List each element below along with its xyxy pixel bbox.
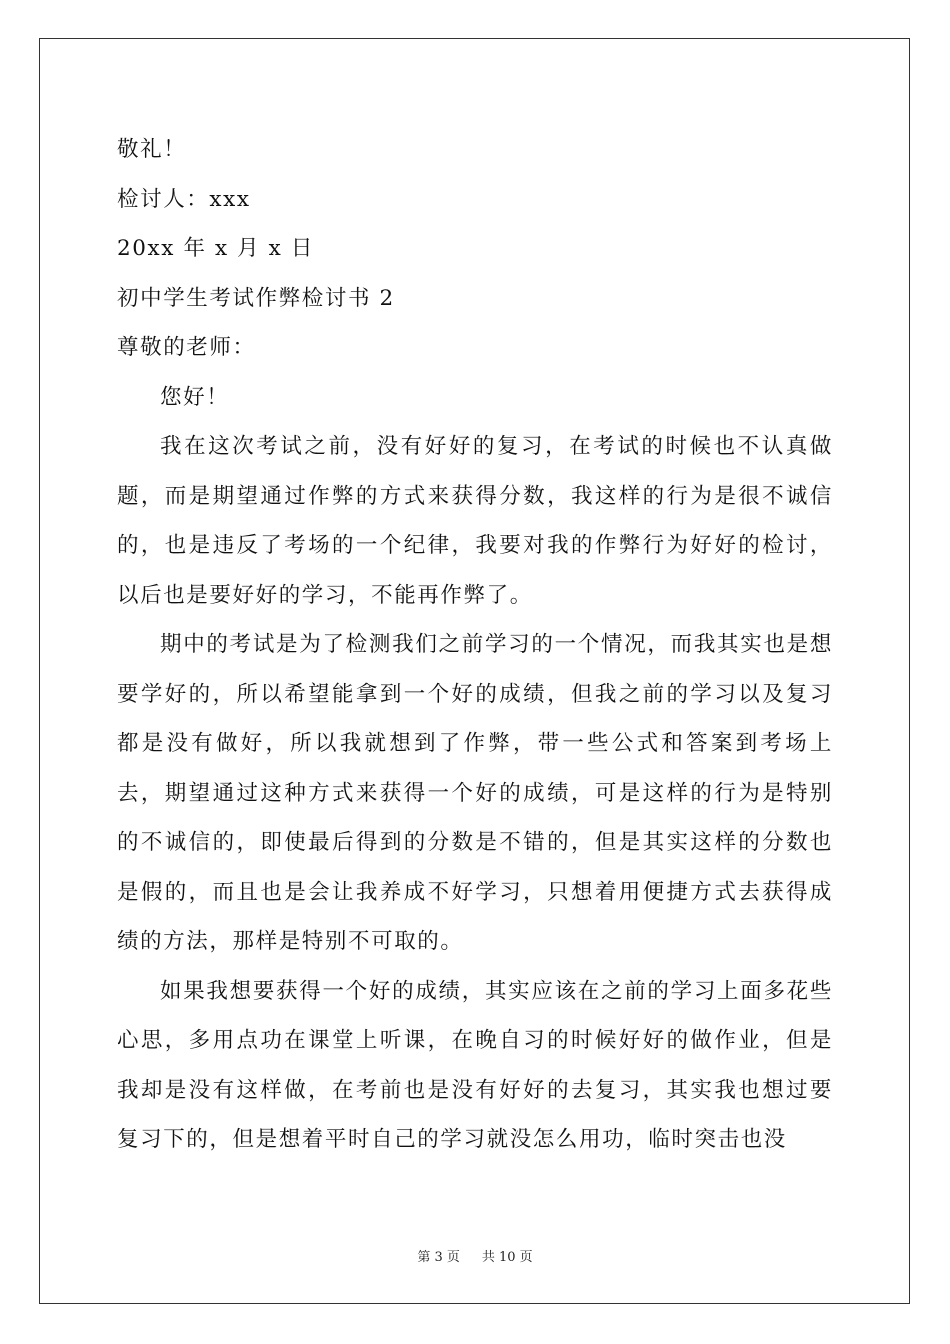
document-title: 初中学生考试作弊检讨书 2 [117,285,395,311]
page-number: 第 3 页 [417,1250,460,1265]
closing-salute: 敬礼！ [117,137,187,162]
paragraph: 如果我想要获得一个好的成绩，其实应该在之前的学习上面多花些心思，多用点功在课堂上听课，在晚自习的时候好好的做作业，但是我却是没有这样做，在考前也是没有好好的去复习，其实我也想过要复习下的，但是想着平时自己的学习就没怎么用功，临时突击也没 [117,978,833,1152]
date-line: 20xx 年 x 月 x 日 [117,236,314,261]
page-total: 共 10 页 [481,1250,533,1265]
paragraph: 我在这次考试之前，没有好好的复习，在考试的时候也不认真做题，而是期望通过作弊的方式来获得分数，我这样的行为是很不诚信的，也是违反了考场的一个纪律，我要对我的作弊行为好好的检讨，以后也是要好好的学习，不能再作弊了。 [117,434,833,608]
hello-line: 您好！ [160,384,230,410]
page-footer [0,1246,950,1265]
greeting: 尊敬的老师： [117,335,256,360]
signer-line: 检讨人：xxx [117,186,251,212]
paragraph: 期中的考试是为了检测我们之前学习的一个情况，而我其实也是想要学好的，所以希望能拿到一个好的成绩，但我之前的学习以及复习都是没有做好，所以我就想到了作弊，带一些公式和答案到考场上去，期望通过这种方式来获得一个好的成绩，可是这样的行为是特别的不诚信的，即使最后得到的分数是不错的，但是其实这样的分数也是假的，而且也是会让我养成不好学习，只想着用便捷方式去获得成绩的方法，那样是特别不可取的。 [117,632,833,954]
document-body [117,125,833,1165]
